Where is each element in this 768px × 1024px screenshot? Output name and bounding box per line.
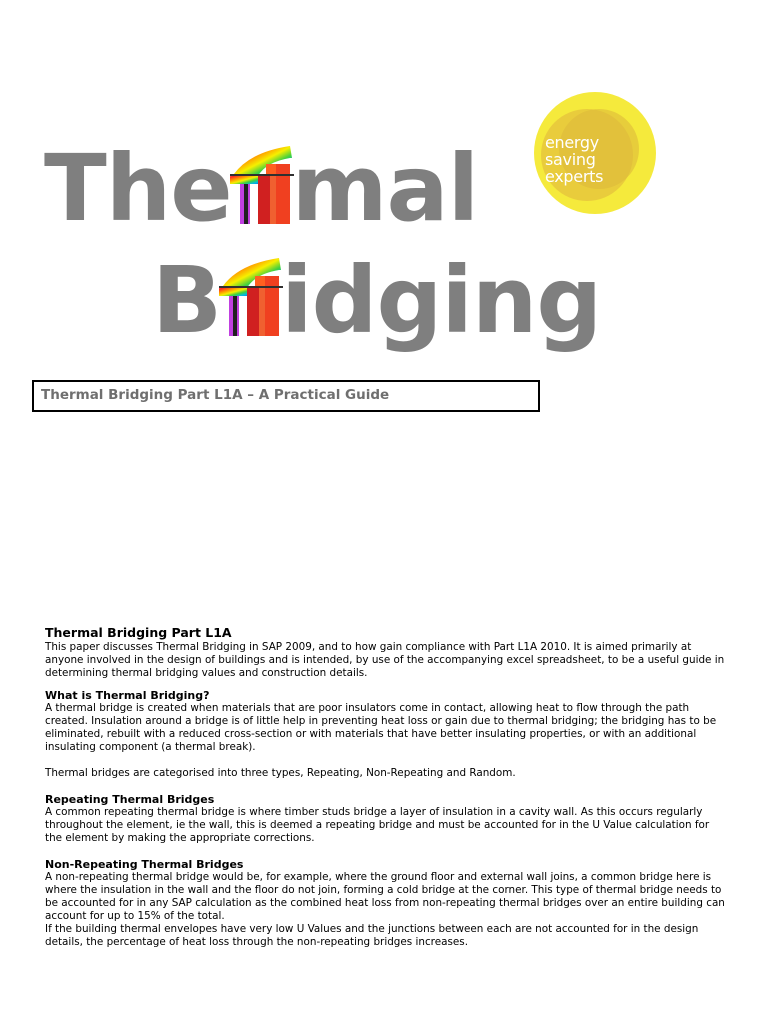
types-paragraph: Thermal bridges are categorised into three types, Repeating, Non-Repeating and Random. bbox=[45, 767, 516, 779]
nonrepeating-paragraph-2: If the building thermal envelopes have very low U Values and the junctions between each are not accounted for in the design details, the percentage of heat loss through the non-repeating bridges increases. bbox=[45, 923, 699, 948]
what-paragraph: A thermal bridge is created when materials that are poor insulators come in contact, allowing heat to flow through the path created. Insulation around a bridge is of little help in preventing heat loss or gain due to thermal bridging; the bridging has to be eliminated, rebuilt with a reduced cross-section or with materials that have better insulating properties, or with an additional insulating component (a thermal break). bbox=[45, 702, 717, 753]
what-heading: What is Thermal Bridging? bbox=[45, 689, 210, 702]
title-text-b: B bbox=[152, 247, 222, 354]
title-text-mal: mal bbox=[291, 135, 479, 242]
title-text-the: The bbox=[44, 135, 232, 242]
title-line-2 bbox=[152, 247, 602, 354]
logo-text-energy: energy bbox=[545, 133, 599, 152]
subtitle: Thermal Bridging Part L1A – A Practical Guide bbox=[41, 387, 390, 403]
subtitle-box bbox=[32, 380, 540, 412]
repeating-heading: Repeating Thermal Bridges bbox=[45, 793, 215, 806]
thermal-bridge-icon bbox=[219, 252, 283, 332]
nonrepeating-heading: Non-Repeating Thermal Bridges bbox=[45, 858, 244, 871]
logo-text-saving: saving bbox=[545, 150, 596, 169]
document-body bbox=[45, 625, 725, 949]
thermal-bridge-icon bbox=[230, 140, 294, 220]
repeating-paragraph: A common repeating thermal bridge is where timber studs bridge a layer of insulation in a cavity wall. As this occurs regularly throughout the element, ie the wall, this is deemed a repeating bridge and must be accounted for in the U Value calculation for the element by making the appropriate corrections. bbox=[45, 806, 710, 844]
intro-paragraph: This paper discusses Thermal Bridging in SAP 2009, and to how gain compliance with Part L1A 2010. It is aimed primarily at anyone involved in the design of buildings and is intended, by use of the accompanying excel spreadsheet, to be a useful guide in determining thermal bridging values and construction details. bbox=[45, 641, 725, 679]
energy-saving-experts-logo bbox=[533, 91, 657, 215]
nonrepeating-paragraph-1: A non-repeating thermal bridge would be, for example, where the ground floor and external wall joins, a common bridge here is where the insulation in the wall and the floor do not join, forming a cold bridge at the corner. This type of thermal bridge needs to be accounted for in any SAP calculation as the combined heat loss from non-repeating thermal bridges over an entire building can account for up to 15% of the total. bbox=[45, 871, 725, 922]
title-text-idging: idging bbox=[281, 247, 602, 354]
logo-text-experts: experts bbox=[545, 167, 604, 186]
main-heading: Thermal Bridging Part L1A bbox=[45, 625, 232, 640]
title-line-1 bbox=[44, 135, 479, 242]
